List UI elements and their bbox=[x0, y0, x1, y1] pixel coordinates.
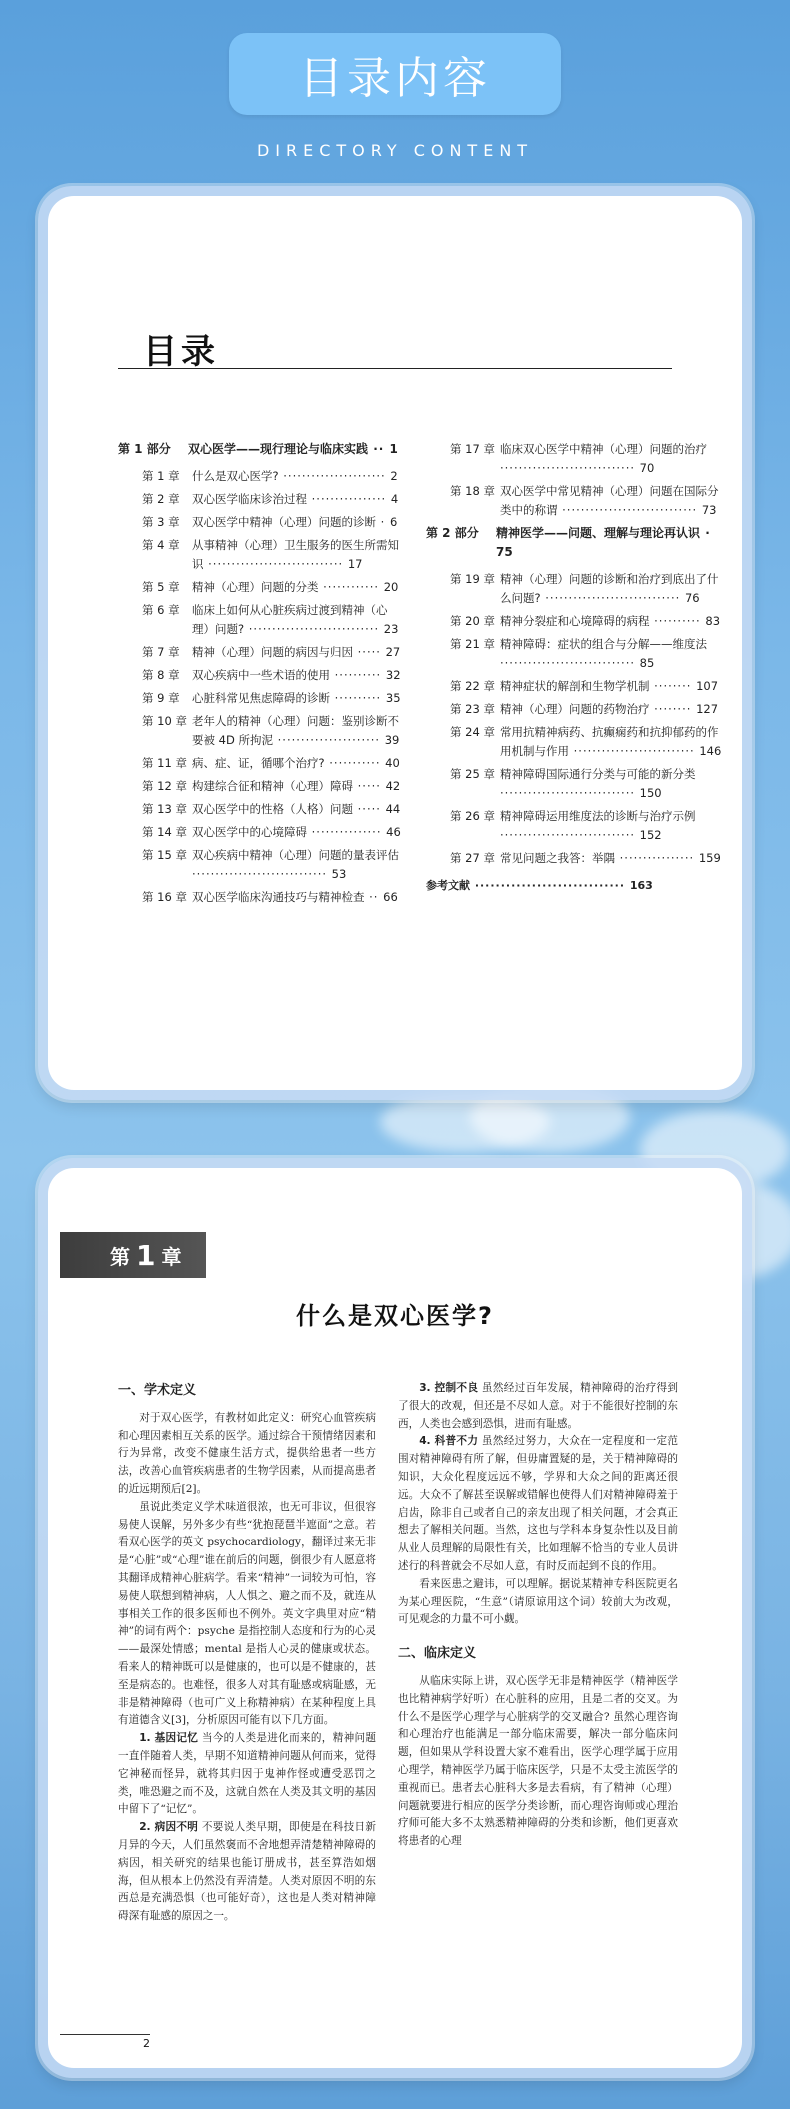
toc-entry-page: 70 bbox=[639, 461, 655, 475]
toc-entry-number: 第 14 章 bbox=[142, 825, 187, 839]
toc-chapter-entry bbox=[118, 754, 401, 773]
toc-entry-title-text: 精神（心理）问题的诊断和治疗到底出了什么问题? bbox=[500, 572, 719, 605]
toc-leader-dots: · bbox=[700, 526, 711, 540]
toc-entry-page: 53 bbox=[331, 867, 347, 881]
toc-leader-dots: ····························· bbox=[500, 828, 640, 842]
toc-entry-page: 66 bbox=[383, 890, 398, 904]
toc-entry-page: 46 bbox=[386, 825, 401, 839]
toc-entry-title bbox=[500, 849, 722, 868]
toc-entry-title bbox=[500, 440, 722, 478]
paragraph bbox=[118, 1730, 376, 1819]
toc-chapter-entry bbox=[426, 440, 722, 478]
toc-entry-title bbox=[192, 689, 401, 708]
toc-leader-dots: ····· bbox=[353, 645, 386, 659]
toc-entry-page: 23 bbox=[383, 622, 399, 636]
paragraph-lead: 4. 科普不力 bbox=[419, 1435, 479, 1448]
toc-entry-title-text: 常见问题之我答：举隅 bbox=[500, 851, 615, 865]
toc-entry-title bbox=[192, 490, 401, 509]
paragraph: 看来医患之避讳，可以理解。据说某精神专科医院更名为某心理医院，“生意”（请原谅用这个词）较前大为改观，可见观念的力量不可小觑。 bbox=[398, 1577, 678, 1626]
chapter-page bbox=[48, 1168, 742, 2068]
toc-entry-number: 第 24 章 bbox=[450, 725, 495, 739]
toc-entry-title bbox=[192, 754, 401, 773]
toc-leader-dots: ····························· bbox=[470, 879, 630, 892]
toc-entry-page: 146 bbox=[699, 744, 722, 758]
toc-leader-dots: ······················ bbox=[278, 469, 391, 483]
toc-leader-dots: ····· bbox=[353, 802, 386, 816]
toc-entry-title bbox=[500, 807, 722, 845]
toc-chapter-entry bbox=[118, 823, 401, 842]
toc-right-column bbox=[426, 440, 722, 899]
toc-entry-page: 85 bbox=[639, 656, 655, 670]
toc-entry-title bbox=[500, 570, 722, 608]
toc-leader-dots: ·········· bbox=[649, 614, 706, 628]
toc-chapter-entry bbox=[118, 536, 401, 574]
toc-entry-title-text: 精神医学——问题、理解与理论再认识 bbox=[496, 526, 701, 540]
toc-leader-dots: ····························· bbox=[557, 503, 702, 517]
toc-chapter-entry bbox=[118, 777, 401, 796]
chapter-right-column bbox=[398, 1380, 678, 1851]
toc-entry-number: 第 5 章 bbox=[142, 580, 180, 594]
section-heading: 一、学术定义 bbox=[118, 1383, 197, 1398]
chapter-card bbox=[38, 1158, 752, 2078]
toc-leader-dots: ········ bbox=[649, 702, 697, 716]
toc-entry-title bbox=[192, 712, 401, 750]
toc-chapter-entry bbox=[426, 723, 722, 761]
toc-entry-number: 第 12 章 bbox=[142, 779, 187, 793]
toc-entry-number: 第 23 章 bbox=[450, 702, 495, 716]
paragraph bbox=[398, 1380, 678, 1433]
toc-chapter-entry bbox=[426, 849, 722, 868]
toc-chapter-entry bbox=[118, 846, 401, 884]
toc-entry-title bbox=[192, 823, 401, 842]
paragraph-text: 虽然经过百年发展，精神障碍的治疗得到了很大的改观，但还是不尽如人意。对于不能很好控制的东西，人类也会感到恐惧，进而有耻感。 bbox=[398, 1382, 678, 1430]
toc-leader-dots: ················ bbox=[615, 851, 699, 865]
toc-leader-dots: ····· bbox=[353, 779, 386, 793]
toc-leader-dots: ····························· bbox=[192, 867, 332, 881]
toc-entry-number: 第 6 章 bbox=[142, 603, 180, 617]
toc-entry-title-text: 精神障碍国际通行分类与可能的新分类 bbox=[500, 767, 696, 781]
toc-entry-page: 4 bbox=[390, 492, 399, 506]
toc-leader-dots: ···························· bbox=[244, 622, 384, 636]
toc-entry-title bbox=[192, 800, 401, 819]
toc-divider bbox=[118, 368, 672, 369]
toc-entry-number: 第 1 章 bbox=[142, 469, 180, 483]
toc-entry-page: 27 bbox=[385, 645, 401, 659]
toc-leader-dots: ····························· bbox=[203, 557, 348, 571]
chapter-tab-prefix: 第 bbox=[110, 1244, 130, 1269]
section-heading: 二、临床定义 bbox=[398, 1646, 477, 1662]
toc-entry-title-text: 双心医学中精神（心理）问题的诊断 bbox=[192, 515, 376, 529]
toc-chapter-entry bbox=[118, 578, 401, 597]
toc-part-entry bbox=[426, 524, 722, 562]
toc-chapter-entry bbox=[426, 700, 722, 719]
toc-chapter-entry bbox=[118, 513, 401, 532]
toc-entry-title-text: 常用抗精神病药、抗癫痫药和抗抑郁药的作用机制与作用 bbox=[500, 725, 719, 758]
toc-entry-title-text: 老年人的精神（心理）问题：鉴别诊断不要被 4D 所拘泥 bbox=[192, 714, 399, 747]
toc-entry-page: 159 bbox=[698, 851, 721, 865]
toc-entry-page: 163 bbox=[629, 879, 653, 892]
toc-entry-number: 第 7 章 bbox=[142, 645, 180, 659]
toc-entry-number: 第 15 章 bbox=[142, 848, 187, 862]
chapter-tab bbox=[60, 1232, 206, 1278]
toc-chapter-entry bbox=[426, 677, 722, 696]
toc-entry-title bbox=[192, 513, 401, 532]
toc-leader-dots: ····························· bbox=[500, 656, 640, 670]
toc-part-entry bbox=[118, 440, 401, 459]
toc-entry-title-text: 双心医学临床沟通技巧与精神检查 bbox=[192, 890, 365, 904]
toc-entry-number: 第 22 章 bbox=[450, 679, 495, 693]
toc-entry-title-text: 精神分裂症和心境障碍的病程 bbox=[500, 614, 650, 628]
toc-entry-number: 第 2 部分 bbox=[426, 526, 479, 540]
toc-entry-number: 第 9 章 bbox=[142, 691, 180, 705]
toc-entry-title bbox=[192, 467, 401, 486]
toc-chapter-entry bbox=[118, 888, 401, 907]
toc-entry-title-text: 病、症、证，循哪个治疗? bbox=[192, 756, 325, 770]
toc-entry-page: 40 bbox=[385, 756, 400, 770]
toc-leader-dots: ··············· bbox=[307, 825, 387, 839]
toc-leader-dots: ·········· bbox=[330, 668, 386, 682]
toc-entry-page: 35 bbox=[385, 691, 401, 705]
toc-entry-page: 17 bbox=[347, 557, 363, 571]
toc-entry-title bbox=[500, 482, 722, 520]
toc-entry-number: 第 1 部分 bbox=[118, 442, 171, 456]
toc-entry-page: 2 bbox=[390, 469, 398, 483]
toc-page bbox=[48, 196, 742, 1090]
toc-entry-number: 第 4 章 bbox=[142, 538, 180, 552]
toc-entry-title-text: 双心医学中的性格（人格）问题 bbox=[192, 802, 353, 816]
header-subtitle: DIRECTORY CONTENT bbox=[256, 141, 534, 160]
toc-entry-title-text: 心脏科常见焦虑障碍的诊断 bbox=[192, 691, 330, 705]
toc-entry-page: 83 bbox=[705, 614, 721, 628]
toc-entry-title-text: 双心医学中常见精神（心理）问题在国际分类中的称谓 bbox=[500, 484, 719, 517]
toc-leader-dots: ····························· bbox=[500, 786, 640, 800]
toc-entry-number: 第 11 章 bbox=[142, 756, 187, 770]
header-title: 目录内容 bbox=[299, 53, 491, 104]
toc-chapter-entry bbox=[118, 467, 401, 486]
paragraph: 对于双心医学，有教材如此定义：研究心血管疾病和心理因素相互关系的医学。通过综合干预情绪因素和行为异常，改变不健康生活方式，提供给患者一些方法，改善心血管疾病患者的生物学因素，从而提高患者的近远期预后[2]。 bbox=[118, 1411, 376, 1495]
toc-entry-page: 107 bbox=[696, 679, 719, 693]
toc-entry-title bbox=[192, 888, 401, 907]
toc-entry-page: 6 bbox=[389, 515, 398, 529]
toc-entry-title bbox=[188, 440, 401, 459]
chapter-title: 什么是双心医学? bbox=[296, 1302, 494, 1330]
toc-entry-title-text: 双心医学中的心境障碍 bbox=[192, 825, 307, 839]
chapter-left-column bbox=[118, 1380, 376, 1926]
toc-chapter-entry bbox=[426, 612, 722, 631]
page-number: 2 bbox=[60, 2034, 150, 2050]
header-title-banner bbox=[229, 33, 561, 115]
toc-entry-title bbox=[500, 635, 722, 673]
toc-entry-number: 第 8 章 bbox=[142, 668, 180, 682]
toc-entry-title-text: 精神症状的解剖和生物学机制 bbox=[500, 679, 650, 693]
toc-entry-title-text: 什么是双心医学? bbox=[192, 469, 279, 483]
toc-chapter-entry bbox=[118, 601, 401, 639]
paragraph bbox=[398, 1433, 678, 1575]
toc-chapter-entry bbox=[426, 482, 722, 520]
paragraph-text: 不要说人类早期，即使是在科技日新月异的今天，人们虽然褒而不舍地想弄清楚精神障碍的病因，相关研究的结果也能订册成书，甚至算浩如烟海，但从根本上仍然没有弄清楚。人类对原因不明的东西总是充满恐惧（也可能好奇），这也是人类对精神障碍深有耻感的原因之一。 bbox=[118, 1821, 376, 1923]
toc-entry-page: 39 bbox=[384, 733, 400, 747]
toc-leader-dots: ················ bbox=[307, 492, 391, 506]
toc-leader-dots: ····························· bbox=[500, 461, 640, 475]
toc-entry-number: 第 3 章 bbox=[142, 515, 180, 529]
toc-entry-title bbox=[192, 601, 401, 639]
toc-chapter-entry bbox=[118, 666, 401, 685]
toc-entry-title-text: 双心医学临床诊治过程 bbox=[192, 492, 307, 506]
toc-entry-title bbox=[192, 777, 401, 796]
paragraph bbox=[118, 1819, 376, 1926]
toc-entry-title bbox=[500, 723, 722, 761]
toc-entry-title bbox=[192, 666, 401, 685]
toc-chapter-entry bbox=[118, 712, 401, 750]
toc-entry-number: 第 13 章 bbox=[142, 802, 187, 816]
toc-chapter-entry bbox=[426, 765, 722, 803]
toc-entry-title-text: 精神（心理）问题的药物治疗 bbox=[500, 702, 650, 716]
chapter-tab-suffix: 章 bbox=[161, 1244, 182, 1269]
toc-entry-number: 第 20 章 bbox=[450, 614, 495, 628]
toc-entry-number: 第 17 章 bbox=[450, 442, 495, 456]
toc-heading: 目录 bbox=[143, 332, 219, 372]
toc-entry-title-text: 临床上如何从心脏疾病过渡到精神（心理）问题? bbox=[192, 603, 388, 636]
toc-entry-title bbox=[500, 612, 722, 631]
toc-entry-title bbox=[192, 536, 401, 574]
toc-entry-title bbox=[500, 700, 722, 719]
toc-entry-page: 150 bbox=[639, 786, 662, 800]
toc-entry-title-text: 精神障碍运用维度法的诊断与治疗示例 bbox=[500, 809, 696, 823]
toc-entry-page: 44 bbox=[385, 802, 401, 816]
toc-leader-dots: ··········· bbox=[324, 756, 386, 770]
toc-entry-number: 第 27 章 bbox=[450, 851, 495, 865]
toc-entry-title bbox=[192, 643, 401, 662]
toc-leader-dots: ·· bbox=[368, 442, 390, 456]
toc-entry-number: 第 21 章 bbox=[450, 637, 495, 651]
toc-entry-number: 第 25 章 bbox=[450, 767, 495, 781]
toc-entry-page: 75 bbox=[496, 545, 513, 559]
toc-entry-title-text: 双心疾病中精神（心理）问题的量表评估 bbox=[192, 848, 399, 862]
toc-entry-title bbox=[192, 578, 401, 597]
toc-entry-title bbox=[426, 876, 722, 895]
toc-chapter-entry bbox=[426, 635, 722, 673]
toc-entry-title bbox=[500, 677, 722, 696]
toc-references-entry bbox=[426, 876, 722, 895]
toc-entry-page: 42 bbox=[385, 779, 401, 793]
toc-entry-number: 第 26 章 bbox=[450, 809, 495, 823]
toc-entry-number: 第 10 章 bbox=[142, 714, 187, 728]
toc-entry-title bbox=[496, 524, 722, 562]
toc-chapter-entry bbox=[118, 490, 401, 509]
toc-chapter-entry bbox=[426, 570, 722, 608]
toc-entry-title-text: 双心医学——现行理论与临床实践 bbox=[188, 442, 369, 456]
toc-entry-title-text: 精神障碍：症状的组合与分解——维度法 bbox=[500, 637, 707, 651]
paragraph: 虽说此类定义学术味道很浓，也无可非议，但很容易使人误解，另外多少有些“犹抱琵琶半遮面”之意。若看双心医学的英文 psychocardiology，翻译过来无非是“心脏”或“心理”谁在前后的问题，倒很少有人愿意将其翻译成精神心脏病学。看来“精神”一词较为可怕，容易使人联想到精神病，人人惧之、避之而不及，就连从事相关工作的很多医师也不例外。英文字典里对应“精神”的词有两个：psyche 是指控制人态度和行为的心灵——最深处情感；mental 是指人心灵的健康或状态。看来人的精神既可以是健康的，也可以是不健康的，甚至是病态的。也难怪，很多人对其有耻感或病耻感，无非是精神障碍（也可广义上称精神病）在某种程度上具有道德含义[3]，分析原因可能有以下几方面。 bbox=[118, 1500, 376, 1727]
toc-leader-dots: ·························· bbox=[569, 744, 700, 758]
toc-left-column bbox=[118, 440, 401, 911]
toc-leader-dots: ·· bbox=[364, 890, 384, 904]
paragraph-text: 虽然经过努力，大众在一定程度和一定范围对精神障碍有所了解，但毋庸置疑的是，关于精神障碍的知识，大众化程度远远不够，学界和大众之间的距离还很远。大众不了解甚至误解或错解也使得人们对精神障碍羞于启齿，除非自己或者自己的亲友出现了相关问题，才会真正想去了解相关问题。当然，这也与学科本身复杂性以及目前从业人员理解的局限性有关，比如理解不恰当的专业人员讲述行的科普就会不尽如人意，有时反而起到不良的作用。 bbox=[398, 1435, 678, 1572]
paragraph-lead: 3. 控制不良 bbox=[419, 1382, 479, 1394]
toc-entry-page: 1 bbox=[389, 442, 398, 456]
toc-entry-title-text: 从事精神（心理）卫生服务的医生所需知识 bbox=[192, 538, 399, 571]
toc-entry-page: 152 bbox=[639, 828, 662, 842]
toc-entry-title bbox=[500, 765, 722, 803]
chapter-tab-number: 1 bbox=[136, 1238, 156, 1272]
toc-chapter-entry bbox=[118, 689, 401, 708]
toc-entry-number: 第 18 章 bbox=[450, 484, 495, 498]
toc-entry-title-text: 构建综合征和精神（心理）障碍 bbox=[192, 779, 353, 793]
paragraph: 从临床实际上讲，双心医学无非是精神医学（精神医学也比精神病学好听）在心脏科的应用，且是二者的交叉。为什么不是医学心理学与心脏病学的交叉融合? 虽然心理咨询和心理治疗也能满足一部分临床需要，解决一部分临床问题，但如果从学科设置大家不难看出，医学心理学属于应用心理学，精神医学乃属于临床医学，只是不太受主流医学的重视而已。患者去心脏科大多是去看病，有了精神（心理）问题就要进行相应的医学分类诊断，而心理咨询师或心理治疗师可能大多不太熟悉精神障碍的分类和诊断，他们更喜欢将患者的心理 bbox=[398, 1674, 678, 1848]
toc-entry-number: 第 16 章 bbox=[142, 890, 187, 904]
toc-entry-number: 第 2 章 bbox=[142, 492, 180, 506]
toc-card bbox=[38, 186, 752, 1100]
toc-entry-title-text: 精神（心理）问题的病因与归因 bbox=[192, 645, 353, 659]
paragraph-text: 当今的人类是进化而来的，精神问题一直伴随着人类，早期不知道精神问题从何而来，觉得它神秘而怪异，就将其归因于鬼神作怪或遭受恶罚之类，唯恐避之而不及，这就自然在人类及其文明的基因中留下了“记忆”。 bbox=[118, 1732, 376, 1816]
toc-chapter-entry bbox=[118, 800, 401, 819]
toc-entry-page: 20 bbox=[383, 580, 399, 594]
toc-entry-title-text: 临床双心医学中精神（心理）问题的治疗 bbox=[500, 442, 707, 456]
toc-entry-page: 127 bbox=[696, 702, 719, 716]
toc-leader-dots: ············ bbox=[318, 580, 384, 594]
toc-entry-title-text: 参考文献 bbox=[426, 879, 470, 892]
toc-leader-dots: ········ bbox=[649, 679, 697, 693]
toc-leader-dots: · bbox=[376, 515, 390, 529]
paragraph-lead: 1. 基因记忆 bbox=[139, 1732, 199, 1745]
toc-chapter-entry bbox=[118, 643, 401, 662]
toc-leader-dots: ·········· bbox=[330, 691, 386, 705]
toc-entry-page: 73 bbox=[701, 503, 717, 517]
toc-leader-dots: ····························· bbox=[540, 591, 685, 605]
toc-entry-title-text: 精神（心理）问题的分类 bbox=[192, 580, 319, 594]
toc-entry-title-text: 双心疾病中一些术语的使用 bbox=[192, 668, 330, 682]
toc-entry-page: 32 bbox=[385, 668, 401, 682]
toc-entry-page: 76 bbox=[684, 591, 700, 605]
toc-leader-dots: ······················ bbox=[272, 733, 385, 747]
toc-entry-number: 第 19 章 bbox=[450, 572, 495, 586]
toc-chapter-entry bbox=[426, 807, 722, 845]
toc-entry-title bbox=[192, 846, 401, 884]
paragraph-lead: 2. 病因不明 bbox=[139, 1821, 199, 1834]
